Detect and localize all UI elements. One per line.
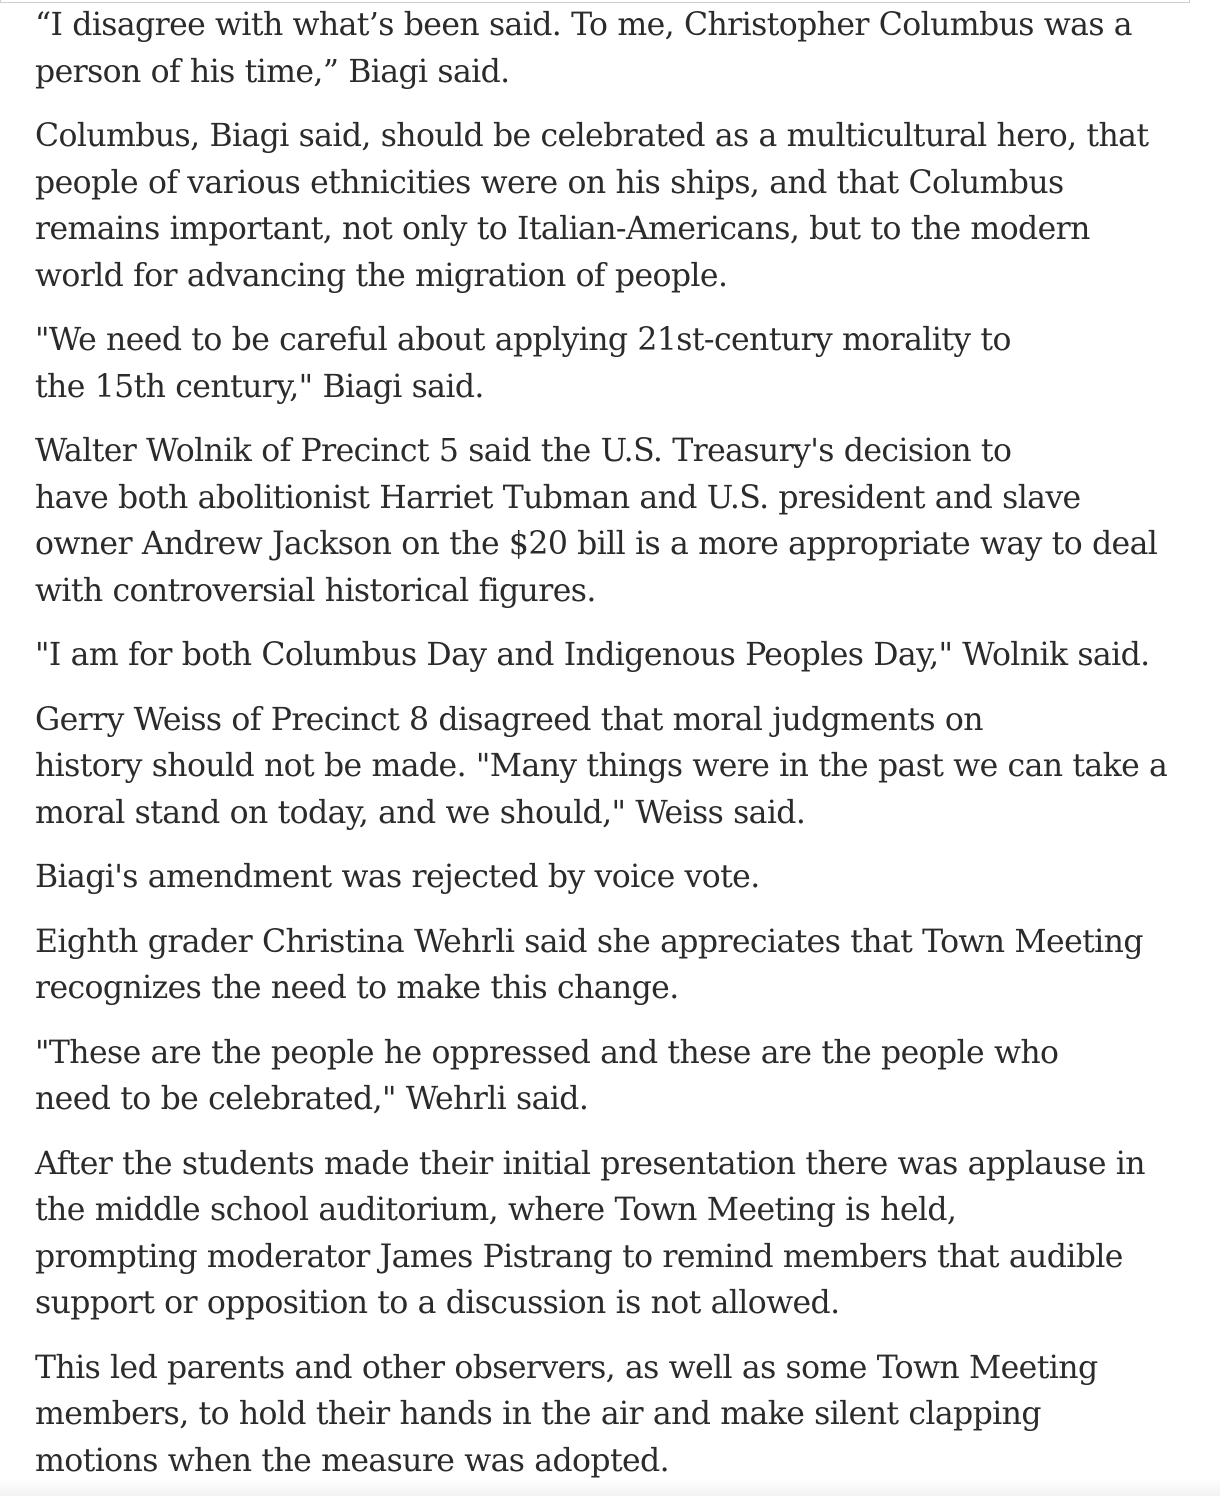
text-line: people of various ethnicities were on his ships, and that Columbus [35, 164, 1064, 201]
text-line: "I am for both Columbus Day and Indigenous Peoples Day," Wolnik said. [35, 637, 1150, 673]
bottom-fade [0, 1478, 1220, 1496]
text-line: members, to hold their hands in the air and make silent clapping [35, 1396, 1041, 1432]
text-line: support or opposition to a discussion is not allowed. [35, 1285, 840, 1321]
text-line: history should not be made. "Many things were in the past we can take a [35, 748, 1168, 784]
paragraph [35, 1030, 1185, 1123]
article-body [35, 2, 1185, 1502]
paragraph [35, 1141, 1185, 1327]
text-line: person of his time,” Biagi said. [35, 53, 510, 90]
text-line: "We need to be careful about applying 21st-century morality to [35, 322, 1011, 358]
text-line: Walter Wolnik of Precinct 5 said the U.S. Treasury's decision to [35, 433, 1012, 469]
paragraph [35, 2, 1185, 95]
text-line: with controversial historical figures. [35, 572, 596, 609]
text-line: This led parents and other observers, as well as some Town Meeting [35, 1349, 1098, 1386]
text-line: prompting moderator James Pistrang to remind members that audible [35, 1238, 1123, 1275]
paragraph [35, 697, 1185, 837]
text-line: Eighth grader Christina Wehrli said she appreciates that Town Meeting [35, 923, 1143, 960]
text-line: moral stand on today, and we should," Weiss said. [35, 794, 806, 831]
text-line: Biagi's amendment was rejected by voice vote. [35, 859, 760, 895]
paragraph [35, 919, 1185, 1012]
text-line: the middle school auditorium, where Town Meeting is held, [35, 1192, 957, 1228]
text-line: have both abolitionist Harriet Tubman and U.S. president and slave [35, 479, 1081, 516]
text-line: "These are the people he oppressed and these are the people who [35, 1034, 1059, 1071]
text-line: motions when the measure was adopted. [35, 1442, 670, 1479]
text-line: Gerry Weiss of Precinct 8 disagreed that moral judgments on [35, 701, 983, 738]
paragraph [35, 428, 1185, 614]
text-line: need to be celebrated," Wehrli said. [35, 1081, 589, 1117]
text-line: the 15th century," Biagi said. [35, 368, 484, 405]
paragraph [35, 113, 1185, 299]
paragraph [35, 317, 1185, 410]
text-line: remains important, not only to Italian-Americans, but to the modern [35, 211, 1090, 247]
text-line: recognizes the need to make this change. [35, 970, 679, 1006]
text-line: Columbus, Biagi said, should be celebrated as a multicultural hero, that [35, 118, 1149, 154]
text-line: After the students made their initial presentation there was applause in [35, 1145, 1145, 1182]
paragraph [35, 1345, 1185, 1485]
text-line: “I disagree with what’s been said. To me, Christopher Columbus was a [35, 7, 1132, 43]
paragraph [35, 854, 1185, 901]
text-line: owner Andrew Jackson on the $20 bill is a more appropriate way to deal [35, 526, 1158, 562]
paragraph [35, 632, 1185, 679]
text-line: world for advancing the migration of people. [35, 257, 728, 294]
